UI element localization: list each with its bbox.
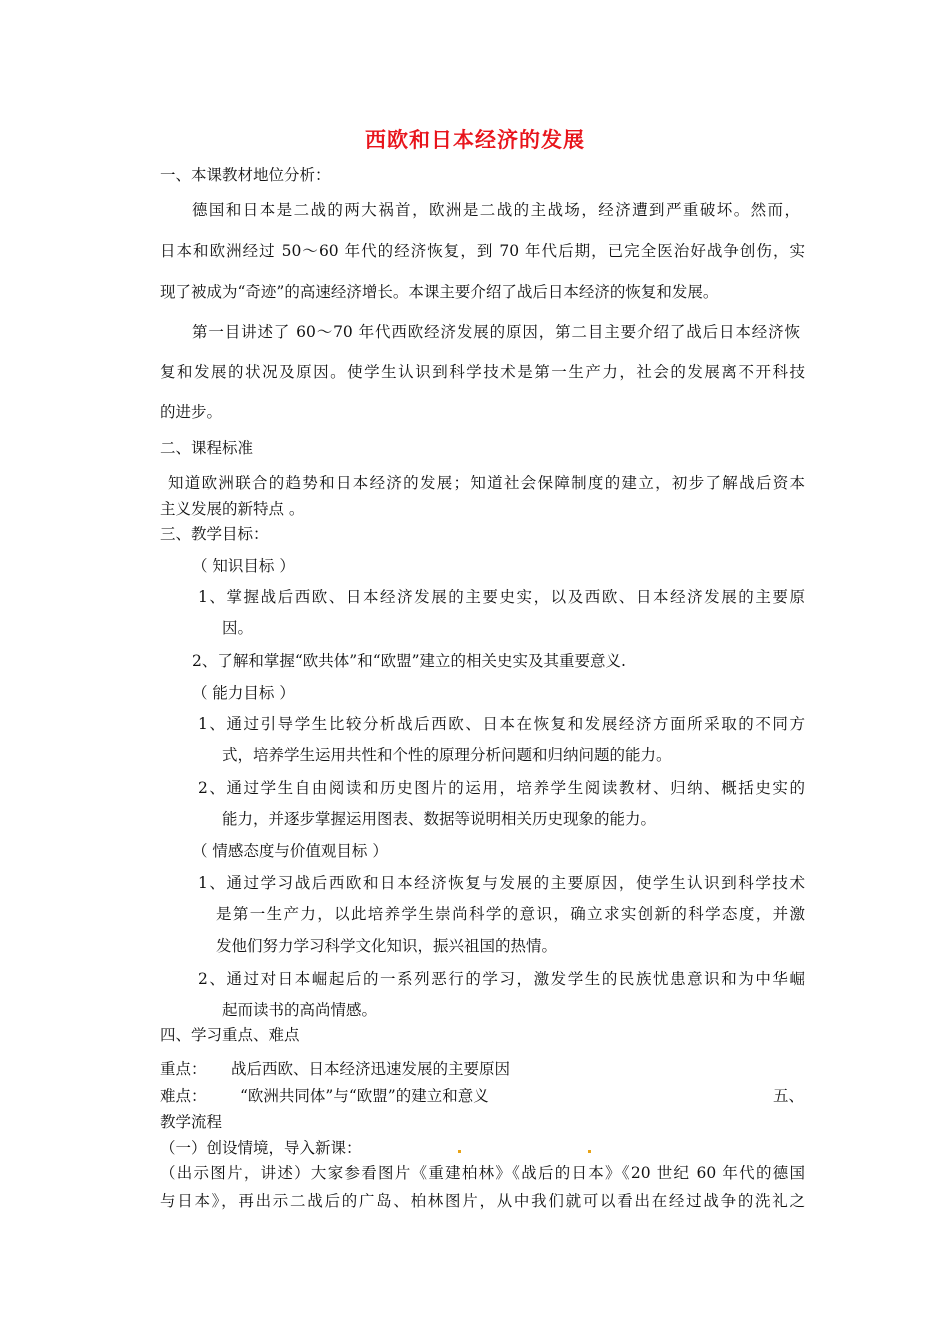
paragraph-line: 复和发展的状况及原因。使学生认识到科学技术是第一生产力，社会的发展离不开科技 [160,363,805,381]
section-heading-key-points: 四、学习重点、难点 [160,1026,300,1044]
list-item-line: 起而读书的高尚情感。 [222,1001,378,1019]
marker-dot [458,1150,461,1153]
list-item-line: 1、通过引导学生比较分析战后西欧、日本在恢复和发展经济方面所采取的不同方 [198,715,805,733]
subheading-introduction: （一）创设情境，导入新课： [160,1139,362,1157]
paragraph-line: 主义发展的新特点 。 [160,500,305,518]
list-item-line: 1、通过学习战后西欧和日本经济恢复与发展的主要原因，使学生认识到科学技术 [198,874,805,892]
section-number-five: 五、 [773,1087,805,1105]
section-heading-process: 教学流程 [160,1113,223,1131]
paragraph-line: 现了被成为“奇迹”的高速经济增长。本课主要介绍了战后日本经济的恢复和发展。 [160,283,719,301]
section-heading-objectives: 三、教学目标： [160,525,269,543]
list-item-line: 2、了解和掌握“欧共体”和“欧盟”建立的相关史实及其重要意义. [192,652,626,670]
paragraph-line: 日本和欧洲经过 50～60 年代的经济恢复，到 70 年代后期，已完全医治好战争创伤，实 [160,242,805,260]
list-item-line: 1、掌握战后西欧、日本经济发展的主要史实，以及西欧、日本经济发展的主要原 [198,588,805,606]
paragraph-line: 知道欧洲联合的趋势和日本经济的发展；知道社会保障制度的建立，初步了解战后资本 [168,474,805,492]
list-item-line: 2、通过学生自由阅读和历史图片的运用，培养学生阅读教材、归纳、概括史实的 [198,779,805,797]
difficult-point-label: 难点： [160,1087,207,1105]
list-item-line: 2、通过对日本崛起后的一系列恶行的学习，激发学生的民族忧患意识和为中华崛 [198,970,805,988]
paragraph-line: 的进步。 [160,403,223,421]
paragraph-line: 德国和日本是二战的两大祸首，欧洲是二战的主战场，经济遭到严重破坏。然而， [192,201,800,219]
section-heading-analysis: 一、本课教材地位分析： [160,166,331,184]
key-point-text: 战后西欧、日本经济迅速发展的主要原因 [231,1060,511,1078]
difficult-point-text: “欧洲共同体”与“欧盟”的建立和意义 [240,1087,489,1105]
list-item-line: 能力，并逐步掌握运用图表、数据等说明相关历史现象的能力。 [222,810,657,828]
document-title: 西欧和日本经济的发展 [365,127,585,152]
list-item-line: 式，培养学生运用共性和个性的原理分析问题和归纳问题的能力。 [222,746,672,764]
list-item-line: 是第一生产力，以此培养学生崇尚科学的意识，确立求实创新的科学态度，并激 [216,905,805,923]
subheading-ability: （ 能力目标 ） [192,684,295,702]
subheading-emotion: （ 情感态度与价值观目标 ） [192,842,388,860]
key-point-label: 重点： [160,1060,207,1078]
section-heading-standard: 二、课程标准 [160,439,254,457]
paragraph-line: 与日本》，再出示二战后的广岛、柏林图片，从中我们就可以看出在经过战争的洗礼之 [160,1192,805,1210]
paragraph-line: 第一目讲述了 60～70 年代西欧经济发展的原因，第二目主要介绍了战后日本经济恢 [192,323,800,341]
marker-dot [588,1150,591,1153]
list-item-line: 因。 [222,619,254,637]
subheading-knowledge: （ 知识目标 ） [192,557,295,575]
paragraph-line: （出示图片，讲述）大家参看图片《重建柏林》《战后的日本》《20 世纪 60 年代的德国 [160,1164,805,1182]
list-item-line: 发他们努力学习科学文化知识，振兴祖国的热情。 [216,937,558,955]
